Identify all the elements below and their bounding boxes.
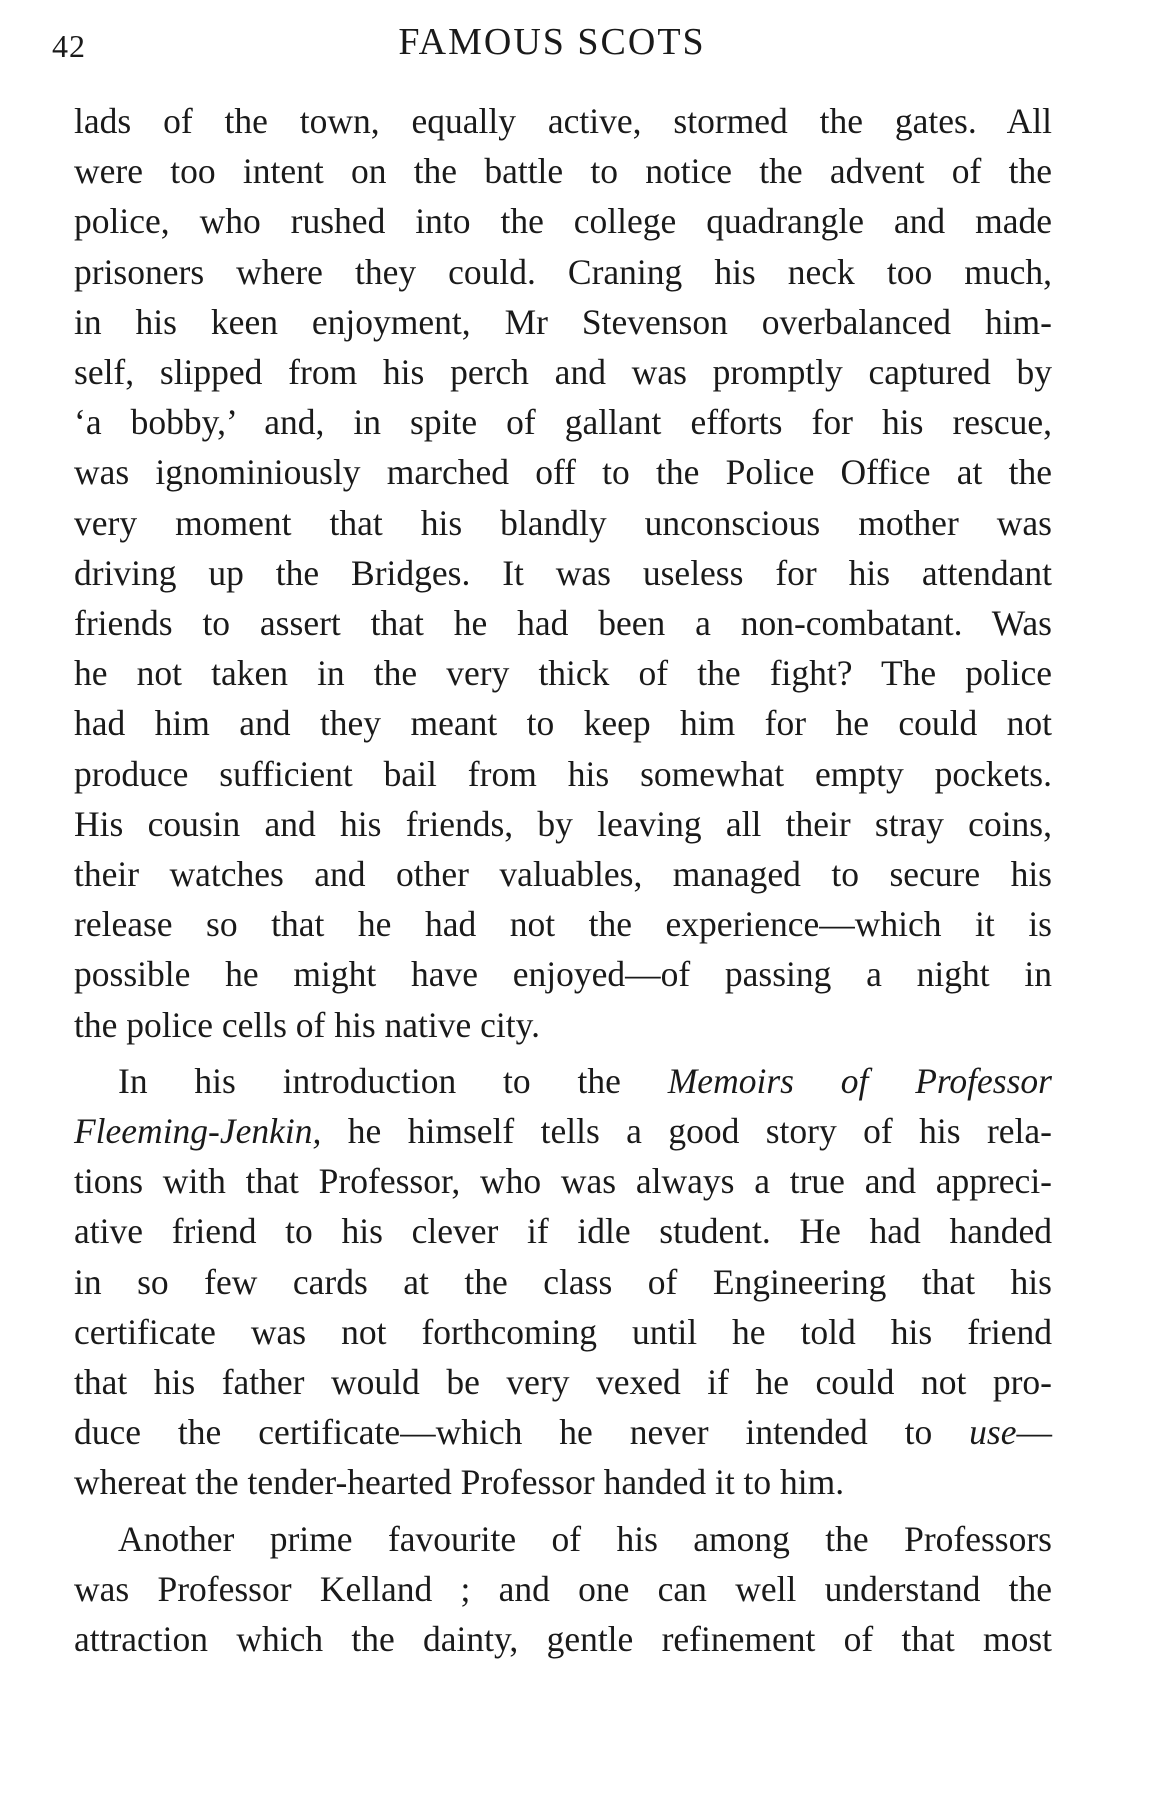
page-number: 42 bbox=[52, 28, 86, 64]
text-line: lads of the town, equally active, stormed the gates. All bbox=[74, 101, 1052, 141]
running-title: FAMOUS SCOTS bbox=[398, 21, 706, 63]
body-text bbox=[74, 96, 1052, 1670]
text-line: he not taken in the very thick of the fight? The police bbox=[74, 653, 1052, 694]
text-line: certificate was not forthcoming until he told his friend bbox=[74, 1311, 1052, 1352]
paragraph-2 bbox=[74, 1056, 1052, 1508]
text-line: was ignominiously marched off to the Police Office at the bbox=[74, 452, 1052, 493]
text-line: police, who rushed into the college quadrangle and made bbox=[74, 201, 1052, 242]
book-title-italic: Memoirs of Professor bbox=[667, 1060, 1052, 1101]
text-line: ative friend to his clever if idle student. He had handed bbox=[74, 1211, 1052, 1252]
text-line: were too intent on the battle to notice the advent of the bbox=[74, 151, 1052, 192]
text-line: prisoners where they could. Craning his neck too much, bbox=[74, 251, 1052, 292]
text-line bbox=[74, 1514, 1052, 1564]
text-run: he himself tells a good story of his rela- bbox=[321, 1111, 1052, 1152]
text-line: possible he might have enjoyed—of passing a night in bbox=[74, 954, 1052, 995]
text-line bbox=[74, 1407, 1052, 1457]
text-line: ‘a bobby,’ and, in spite of gallant efforts for his rescue, bbox=[74, 402, 1052, 443]
text-line: in so few cards at the class of Engineering that his bbox=[74, 1261, 1052, 1302]
text-run: In his introduction to the bbox=[118, 1060, 668, 1101]
text-line: His cousin and his friends, by leaving all their stray coins, bbox=[74, 803, 1052, 844]
paragraph-3 bbox=[74, 1514, 1052, 1665]
text-line: self, slipped from his perch and was promptly captured by bbox=[74, 352, 1052, 393]
text-line bbox=[74, 1106, 1052, 1156]
text-run: duce the certificate—which he never intended to bbox=[74, 1412, 970, 1453]
text-line: whereat the tender-hearted Professor handed it to him. bbox=[74, 1462, 845, 1503]
text-line: driving up the Bridges. It was useless for his attendant bbox=[74, 552, 1052, 593]
text-line: produce sufficient bail from his somewhat empty pockets. bbox=[74, 753, 1052, 794]
text-line: their watches and other valuables, managed to secure his bbox=[74, 854, 1052, 895]
emphasis-italic: use bbox=[969, 1412, 1017, 1453]
paragraph-1 bbox=[74, 96, 1052, 1050]
book-title-italic: Fleeming-Jenkin, bbox=[74, 1111, 322, 1152]
text-line: release so that he had not the experience—which it is bbox=[74, 904, 1052, 945]
text-line: attraction which the dainty, gentle refinement of that most bbox=[74, 1619, 1052, 1660]
page-header bbox=[52, 14, 1052, 74]
text-line: in his keen enjoyment, Mr Stevenson overbalanced him- bbox=[74, 301, 1052, 342]
text-line: friends to assert that he had been a non-combatant. Was bbox=[74, 603, 1052, 644]
text-line: that his father would be very vexed if he could not pro- bbox=[74, 1362, 1052, 1403]
text-line bbox=[74, 1056, 1052, 1106]
text-line: the police cells of his native city. bbox=[74, 1004, 540, 1045]
text-line: had him and they meant to keep him for he could not bbox=[74, 703, 1052, 744]
text-run: Another prime favourite of his among the Professors bbox=[118, 1518, 1052, 1559]
text-line: very moment that his blandly unconscious mother was bbox=[74, 502, 1052, 543]
text-line: tions with that Professor, who was always a true and appreci- bbox=[74, 1161, 1052, 1202]
text-run: — bbox=[1016, 1412, 1052, 1453]
text-line: was Professor Kelland ; and one can well understand the bbox=[74, 1568, 1052, 1609]
